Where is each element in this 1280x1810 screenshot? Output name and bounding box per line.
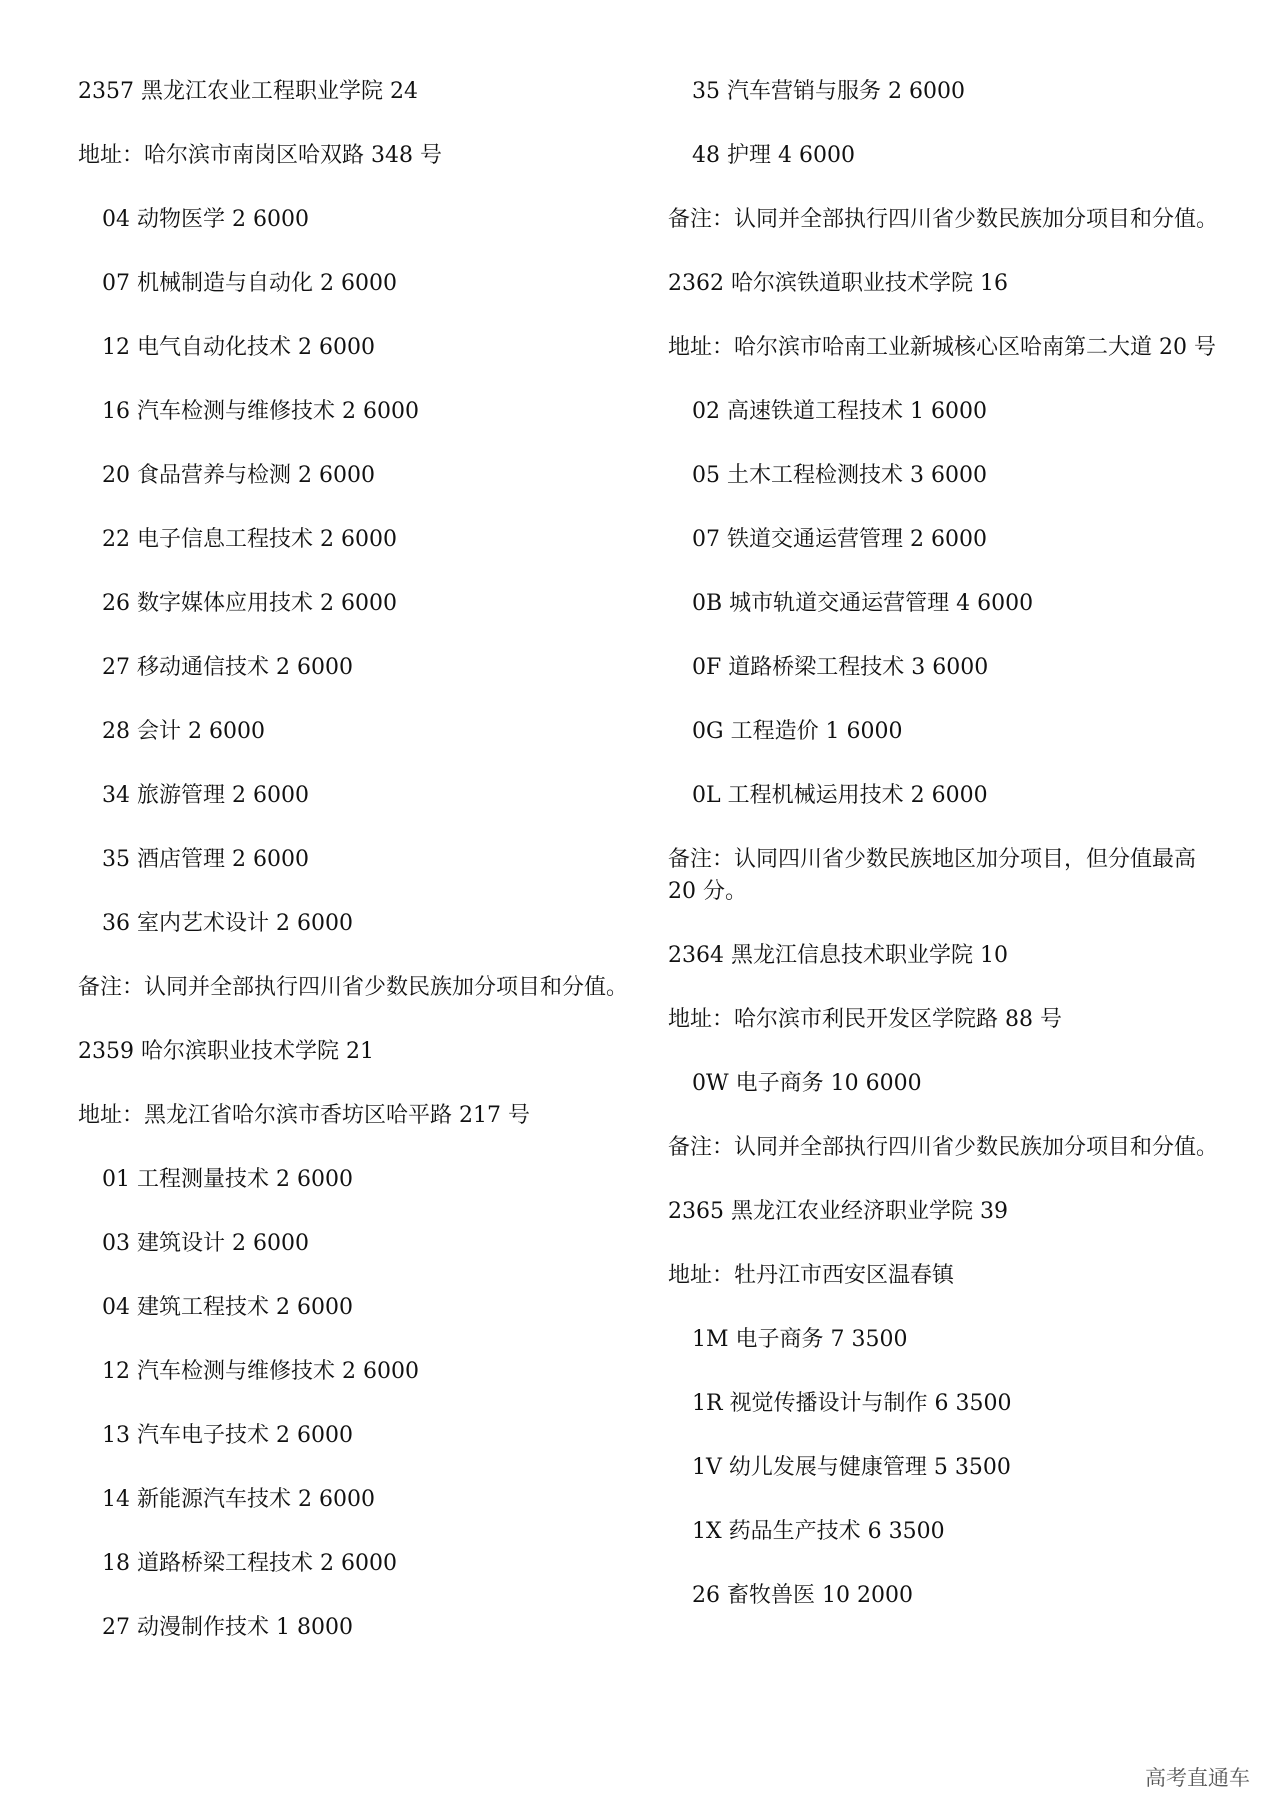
- major-entry: 1M 电子商务 7 3500: [692, 1327, 908, 1352]
- school-heading: 2362 哈尔滨铁道职业技术学院 16: [668, 271, 1008, 296]
- school-address: 地址：哈尔滨市利民开发区学院路 88 号: [668, 1007, 1062, 1032]
- major-entry: 34 旅游管理 2 6000: [102, 783, 309, 808]
- major-entry: 26 畜牧兽医 10 2000: [692, 1583, 913, 1608]
- major-entry: 27 移动通信技术 2 6000: [102, 655, 353, 680]
- major-entry: 02 高速铁道工程技术 1 6000: [692, 399, 987, 424]
- major-entry: 0F 道路桥梁工程技术 3 6000: [692, 655, 989, 680]
- school-address: 地址：哈尔滨市哈南工业新城核心区哈南第二大道 20 号: [668, 335, 1216, 360]
- major-entry: 0L 工程机械运用技术 2 6000: [692, 783, 988, 808]
- major-entry: 26 数字媒体应用技术 2 6000: [102, 591, 397, 616]
- school-heading: 2359 哈尔滨职业技术学院 21: [78, 1039, 374, 1064]
- major-entry: 05 土木工程检测技术 3 6000: [692, 463, 987, 488]
- major-entry: 14 新能源汽车技术 2 6000: [102, 1487, 375, 1512]
- school-heading: 2364 黑龙江信息技术职业学院 10: [668, 943, 1008, 968]
- major-entry: 13 汽车电子技术 2 6000: [102, 1423, 353, 1448]
- major-entry: 1R 视觉传播设计与制作 6 3500: [692, 1391, 1012, 1416]
- major-entry: 35 汽车营销与服务 2 6000: [692, 79, 965, 104]
- school-address: 地址：黑龙江省哈尔滨市香坊区哈平路 217 号: [78, 1103, 530, 1128]
- major-entry: 0W 电子商务 10 6000: [692, 1071, 922, 1096]
- major-entry: 48 护理 4 6000: [692, 143, 855, 168]
- school-address: 地址：哈尔滨市南岗区哈双路 348 号: [78, 143, 442, 168]
- major-entry: 22 电子信息工程技术 2 6000: [102, 527, 397, 552]
- major-entry: 04 动物医学 2 6000: [102, 207, 309, 232]
- major-entry: 18 道路桥梁工程技术 2 6000: [102, 1551, 397, 1576]
- major-entry: 36 室内艺术设计 2 6000: [102, 911, 353, 936]
- major-entry: 1V 幼儿发展与健康管理 5 3500: [692, 1455, 1011, 1480]
- remark-note: 备注：认同并全部执行四川省少数民族加分项目和分值。: [78, 975, 629, 1000]
- school-address: 地址：牡丹江市西安区温春镇: [668, 1263, 955, 1288]
- right-column: [668, 76, 1228, 1612]
- major-entry: 07 机械制造与自动化 2 6000: [102, 271, 397, 296]
- major-entry: 12 电气自动化技术 2 6000: [102, 335, 375, 360]
- major-entry: 27 动漫制作技术 1 8000: [102, 1615, 353, 1640]
- remark-note: 备注：认同并全部执行四川省少数民族加分项目和分值。: [668, 207, 1219, 232]
- major-entry: 12 汽车检测与维修技术 2 6000: [102, 1359, 419, 1384]
- major-entry: 1X 药品生产技术 6 3500: [692, 1519, 945, 1544]
- major-entry: 04 建筑工程技术 2 6000: [102, 1295, 353, 1320]
- major-entry: 35 酒店管理 2 6000: [102, 847, 309, 872]
- major-entry: 0B 城市轨道交通运营管理 4 6000: [692, 591, 1034, 616]
- left-column: [78, 76, 638, 1644]
- remark-note: 备注：认同四川省少数民族地区加分项目，但分值最高 20 分。: [668, 847, 1197, 904]
- remark-note: 备注：认同并全部执行四川省少数民族加分项目和分值。: [668, 1135, 1219, 1160]
- school-heading: 2365 黑龙江农业经济职业学院 39: [668, 1199, 1008, 1224]
- watermark: 高考直通车: [1145, 1766, 1250, 1790]
- major-entry: 0G 工程造价 1 6000: [692, 719, 903, 744]
- major-entry: 07 铁道交通运营管理 2 6000: [692, 527, 987, 552]
- major-entry: 03 建筑设计 2 6000: [102, 1231, 309, 1256]
- major-entry: 28 会计 2 6000: [102, 719, 265, 744]
- major-entry: 01 工程测量技术 2 6000: [102, 1167, 353, 1192]
- school-heading: 2357 黑龙江农业工程职业学院 24: [78, 79, 418, 104]
- major-entry: 20 食品营养与检测 2 6000: [102, 463, 375, 488]
- major-entry: 16 汽车检测与维修技术 2 6000: [102, 399, 419, 424]
